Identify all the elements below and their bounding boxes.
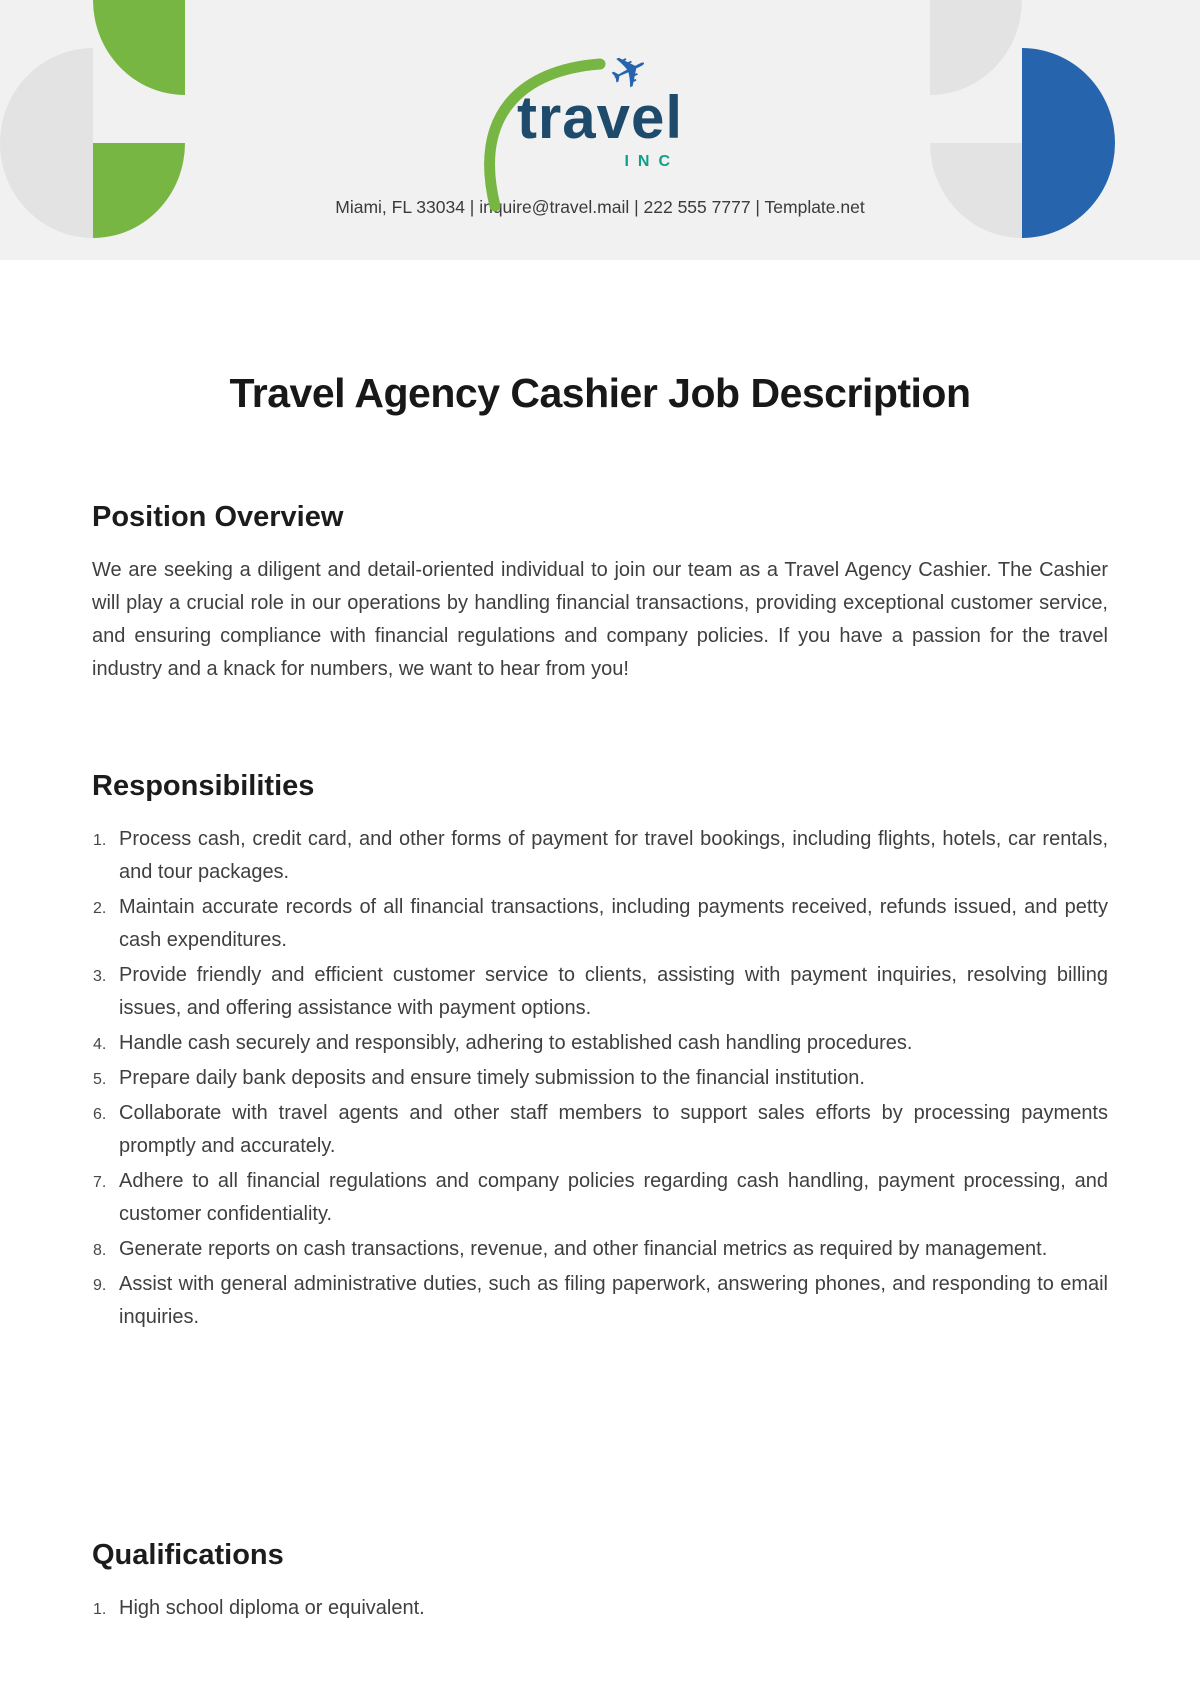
- list-item: Provide friendly and efficient customer service to clients, assisting with payment inquiries, resolving billing issues, and offering assistance with payment options.: [119, 964, 1108, 1019]
- section-qualifications: [92, 1539, 1108, 1625]
- letterhead: [0, 0, 1200, 260]
- contact-line: Miami, FL 33034 | inquire@travel.mail | 222 555 7777 | Template.net: [335, 197, 865, 217]
- list-item: High school diploma or equivalent.: [119, 1597, 425, 1619]
- list-item: Assist with general administrative duties, such as filing paperwork, answering phones, and responding to email inquiries.: [119, 1273, 1108, 1328]
- list-item: Maintain accurate records of all financial transactions, including payments received, refunds issued, and petty cash expenditures.: [119, 896, 1108, 951]
- list-item: Process cash, credit card, and other forms of payment for travel bookings, including flights, hotels, car rentals, and tour packages.: [119, 828, 1108, 883]
- document-body: [0, 370, 1200, 1625]
- brand-subtext: INC: [624, 153, 680, 170]
- section-responsibilities: [92, 770, 1108, 1334]
- list-item: Generate reports on cash transactions, revenue, and other financial metrics as required by management.: [119, 1238, 1048, 1260]
- swoosh-icon: [465, 54, 615, 219]
- section-heading-position-overview: Position Overview: [92, 501, 344, 533]
- responsibilities-list: [92, 823, 1108, 1334]
- company-logo: [516, 39, 684, 171]
- list-item: Adhere to all financial regulations and company policies regarding cash handling, payment processing, and customer confidentiality.: [119, 1170, 1108, 1225]
- section-position-overview: [92, 501, 1108, 686]
- section-heading-responsibilities: Responsibilities: [92, 770, 315, 802]
- brand-wordmark: travel: [516, 84, 684, 151]
- qualifications-list: [92, 1592, 1108, 1625]
- section-heading-qualifications: Qualifications: [92, 1539, 284, 1571]
- page-title: Travel Agency Cashier Job Description: [229, 370, 971, 416]
- list-item: Collaborate with travel agents and other staff members to support sales efforts by processing payments promptly and accurately.: [119, 1102, 1108, 1157]
- list-item: Handle cash securely and responsibly, adhering to established cash handling procedures.: [119, 1032, 913, 1054]
- position-overview-paragraph: We are seeking a diligent and detail-oriented individual to join our team as a Travel Agency Cashier. The Cashier will play a crucial role in our operations by handling financial transactions, providing exceptional customer service, and ensuring compliance with financial regulations and company policies. If you have a passion for the travel industry and a knack for numbers, we want to hear from you!: [92, 559, 1108, 680]
- list-item: Prepare daily bank deposits and ensure timely submission to the financial institution.: [119, 1067, 865, 1089]
- plane-icon: ✈: [600, 39, 658, 103]
